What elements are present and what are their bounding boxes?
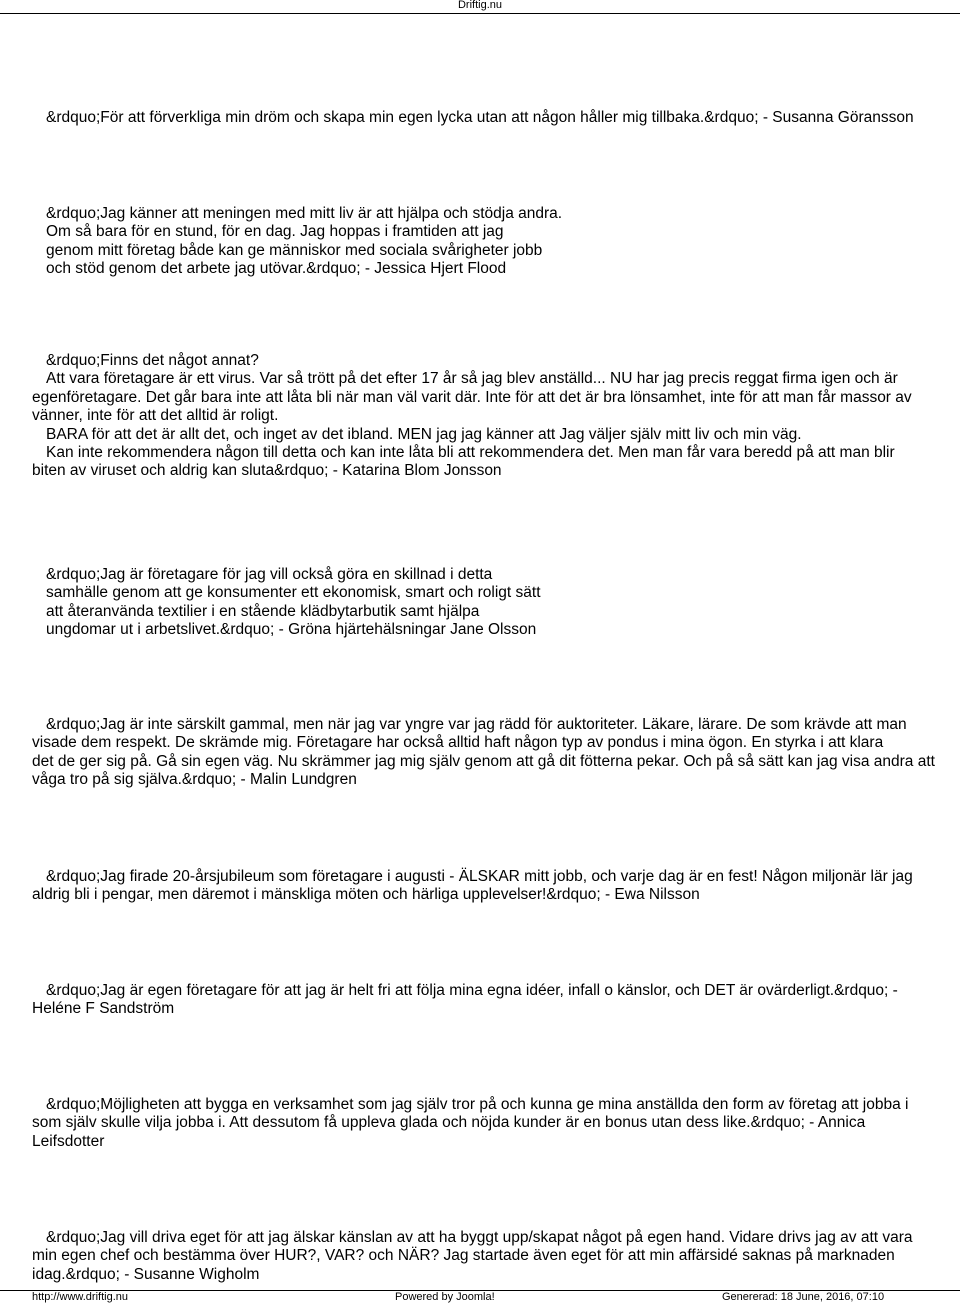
quote-line: &rdquo;Jag firade 20-årsjubileum som företagare i augusti - ÄLSKAR mitt jobb, och varje dag är en fest! Någon miljonär lär jag	[46, 868, 913, 885]
quote-malin-lundgren	[32, 716, 935, 790]
site-header	[0, 0, 960, 14]
quote-line: &rdquo;Jag känner att meningen med mitt liv är att hjälpa och stödja andra.	[46, 205, 563, 222]
quote-line: BARA för att det är allt det, och inget av det ibland. MEN jag jag känner att Jag väljer själv mitt liv och min väg.	[46, 425, 802, 443]
quote-helene-f-sandstrom	[32, 982, 898, 1019]
quote-line: min egen chef och bestämma över HUR?, VAR? och NÄR? Jag startade även eget för att min affärsidé saknas på marknaden	[32, 1247, 895, 1265]
quote-line: Att vara företagare är ett virus. Var så trött på det efter 17 år så jag blev anställd... NU har jag precis reggat firma igen och är	[46, 370, 898, 388]
quote-annica-leifsdotter	[32, 1096, 908, 1151]
quote-line: Om så bara för en stund, för en dag. Jag hoppas i framtiden att jag	[46, 223, 504, 241]
quote-line: &rdquo;Jag vill driva eget för att jag älskar känslan av att ha byggt upp/skapat något på egen hand. Vidare drivs jag av att vara	[46, 1229, 913, 1246]
footer-url-link[interactable]: http://www.driftig.nu	[32, 1291, 128, 1303]
quote-line: visade dem respekt. De skrämde mig. Företagare har också alltid haft någon typ av pondus i mina ögon. En styrka i att klara	[32, 734, 884, 752]
quote-line: &rdquo;Jag är inte särskilt gammal, men när jag var yngre var jag rädd för auktoriteter. Läkare, lärare. De som krävde att man	[46, 716, 907, 733]
quote-katarina-blom-jonsson	[32, 352, 912, 481]
quote-line: &rdquo;Finns det något annat?	[46, 352, 259, 369]
quote-line: att återanvända textilier i en stående klädbytarbutik samt hjälpa	[46, 602, 480, 620]
quote-line: och stöd genom det arbete jag utövar.&rdquo; - Jessica Hjert Flood	[46, 260, 507, 278]
quote-line: egenföretagare. Det går bara inte att låta bli när man väl varit där. Inte för att det är bra lönsamhet, inte för att man får massor av	[32, 388, 912, 406]
quote-line: vänner, inte för att det alltid är roligt.	[32, 407, 279, 425]
quote-line: som själv skulle vilja jobba i. Att dessutom få uppleva glada och nöjda kunder är en bonus utan dess like.&rdquo; - Annica	[32, 1114, 866, 1132]
quote-line: idag.&rdquo; - Susanne Wigholm	[32, 1265, 260, 1283]
quote-line: Leifsdotter	[32, 1132, 105, 1150]
quote-line: biten av viruset och aldrig kan sluta&rdquo; - Katarina Blom Jonsson	[32, 462, 502, 480]
quote-susanne-wigholm	[32, 1229, 913, 1284]
quote-line: &rdquo;För att förverkliga min dröm och skapa min egen lycka utan att någon håller mig tillbaka.&rdquo; - Susanna Göransson	[46, 109, 914, 126]
quote-line: Heléne F Sandström	[32, 1000, 175, 1018]
quote-line: samhälle genom att ge konsumenter ett ekonomisk, smart och roligt sätt	[46, 584, 541, 602]
quote-line: &rdquo;Möjligheten att bygga en verksamhet som jag själv tror på och kunna ge mina anställda den form av företag att jobba i	[46, 1096, 909, 1113]
footer-powered-by: Powered by Joomla!	[395, 1291, 495, 1303]
quote-jessica-hjert-flood	[32, 205, 562, 279]
quote-line: aldrig bli i pengar, men däremot i mänskliga möten och härliga upplevelser!&rdquo; - Ewa Nilsson	[32, 886, 700, 904]
site-title: Driftig.nu	[457, 0, 503, 11]
quote-line: Kan inte rekommendera någon till detta och kan inte låta bli att rekommendera det. Men man får vara beredd på att man blir	[46, 444, 895, 462]
quote-jane-olsson	[32, 566, 541, 640]
quote-ewa-nilsson	[32, 868, 913, 905]
quote-susanna-goransson	[32, 109, 914, 127]
quote-line: ungdomar ut i arbetslivet.&rdquo; - Gröna hjärtehälsningar Jane Olsson	[46, 621, 537, 639]
quote-line: genom mitt företag både kan ge människor med sociala svårigheter jobb	[46, 241, 543, 259]
footer-generated-date: Genererad: 18 June, 2016, 07:10	[722, 1291, 885, 1303]
quote-line: våga tro på sig själva.&rdquo; - Malin Lundgren	[32, 771, 357, 789]
quote-line: det de ger sig på. Gå sin egen väg. Nu skrämmer jag mig själv genom att gå dit fötterna pekar. Och på så sätt kan jag visa andra att	[32, 752, 935, 770]
quote-line: &rdquo;Jag är egen företagare för att jag är helt fri att följa mina egna idéer, infall o känslor, och DET är ovärderligt.&rdquo; -	[46, 982, 898, 999]
site-footer	[0, 1290, 960, 1304]
quote-line: &rdquo;Jag är företagare för jag vill också göra en skillnad i detta	[46, 566, 493, 583]
